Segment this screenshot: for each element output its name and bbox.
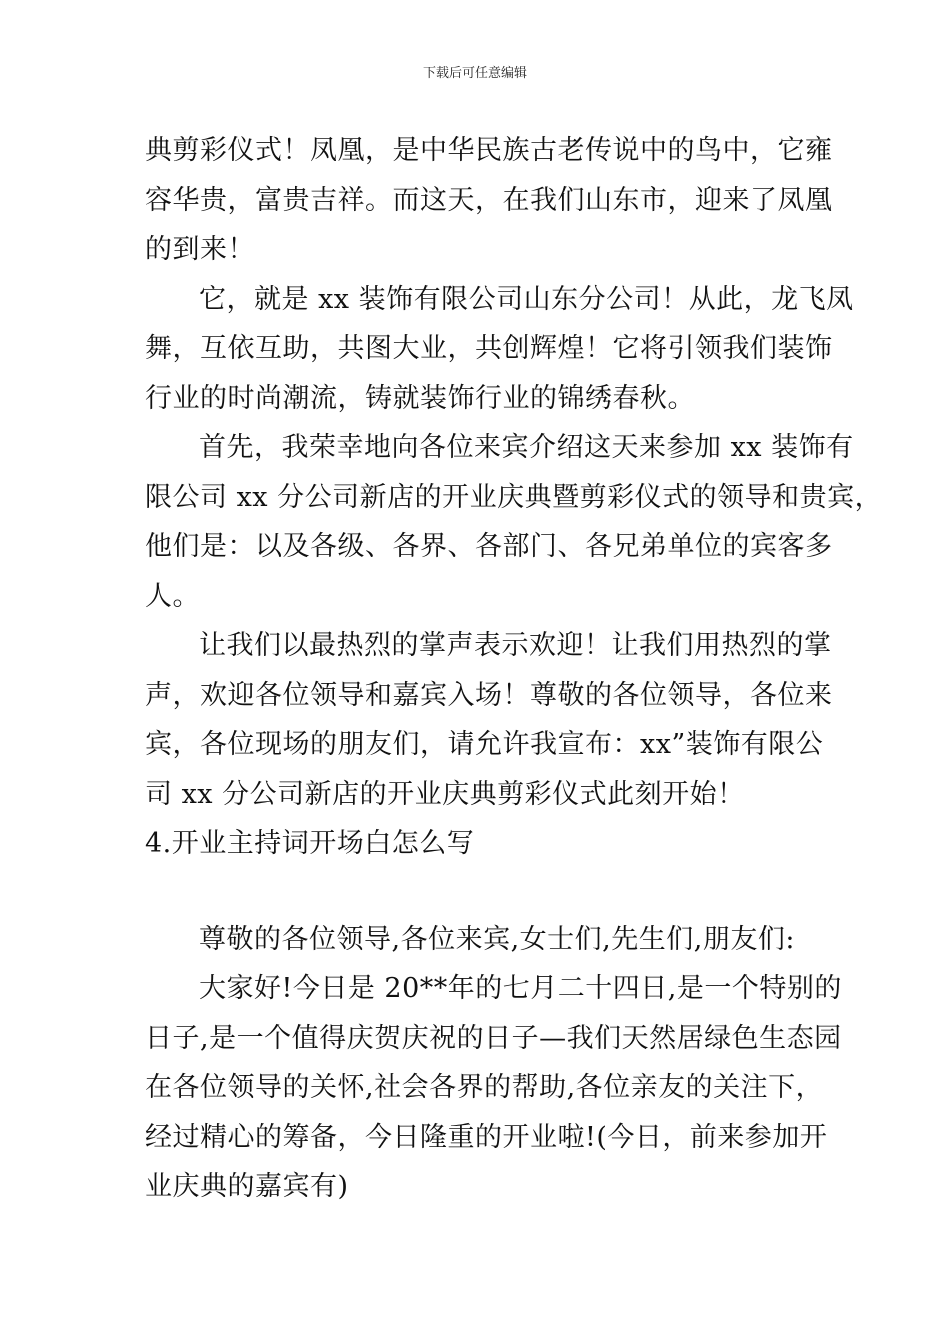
- page-header: 下载后可任意编辑: [422, 66, 527, 81]
- text-line: 的到来！: [145, 234, 255, 265]
- document-body: [145, 126, 883, 1212]
- text-line: 他们是：以及各级、各界、各部门、各兄弟单位的宾客多: [145, 531, 833, 562]
- text-line: 日子,是一个值得庆贺庆祝的日子—我们天然居绿色生态园: [145, 1022, 842, 1054]
- text-line: 行业的时尚潮流，铸就装饰行业的锦绣春秋。: [145, 382, 695, 414]
- text-line: 容华贵，富贵吉祥。而这天，在我们山东市，迎来了凤凰: [145, 184, 833, 216]
- text-line: 经过精心的筹备，今日隆重的开业啦!(今日，前来参加开: [145, 1121, 828, 1153]
- text-line: 声，欢迎各位领导和嘉宾入场！尊敬的各位领导，各位来: [145, 679, 833, 711]
- section-heading: 4.开业主持词开场白怎么写: [145, 828, 475, 859]
- text-line: 宾，各位现场的朋友们，请允许我宣布：xx”装饰有限公: [145, 729, 824, 760]
- text-line: 人。: [145, 580, 200, 612]
- text-line: 舞，互依互助，共图大业，共创辉煌！它将引领我们装饰: [145, 333, 833, 364]
- text-line: 司 xx 分公司新店的开业庆典剪彩仪式此刻开始！: [145, 778, 745, 810]
- paragraph-first-line: 大家好!今日是 20**年的七月二十四日,是一个特别的: [199, 973, 842, 1004]
- salutation-line: 尊敬的各位领导,各位来宾,女士们,先生们,朋友们:: [199, 923, 795, 955]
- paragraph-first-line: 让我们以最热烈的掌声表示欢迎！让我们用热烈的掌: [199, 630, 832, 661]
- paragraph-first-line: 它，就是 xx 装饰有限公司山东分公司！从此，龙飞凤: [199, 283, 854, 315]
- text-line: 在各位领导的关怀,社会各界的帮助,各位亲友的关注下，: [145, 1072, 824, 1103]
- text-line: 典剪彩仪式！凤凰，是中华民族古老传说中的鸟中，它雍: [145, 135, 833, 166]
- text-line: 业庆典的嘉宾有): [145, 1171, 349, 1202]
- section-gap: [145, 869, 823, 915]
- text-line: 限公司 xx 分公司新店的开业庆典暨剪彩仪式的领导和贵宾，: [145, 481, 883, 513]
- paragraph-first-line: 首先，我荣幸地向各位来宾介绍这天来参加 xx 装饰有: [199, 432, 854, 463]
